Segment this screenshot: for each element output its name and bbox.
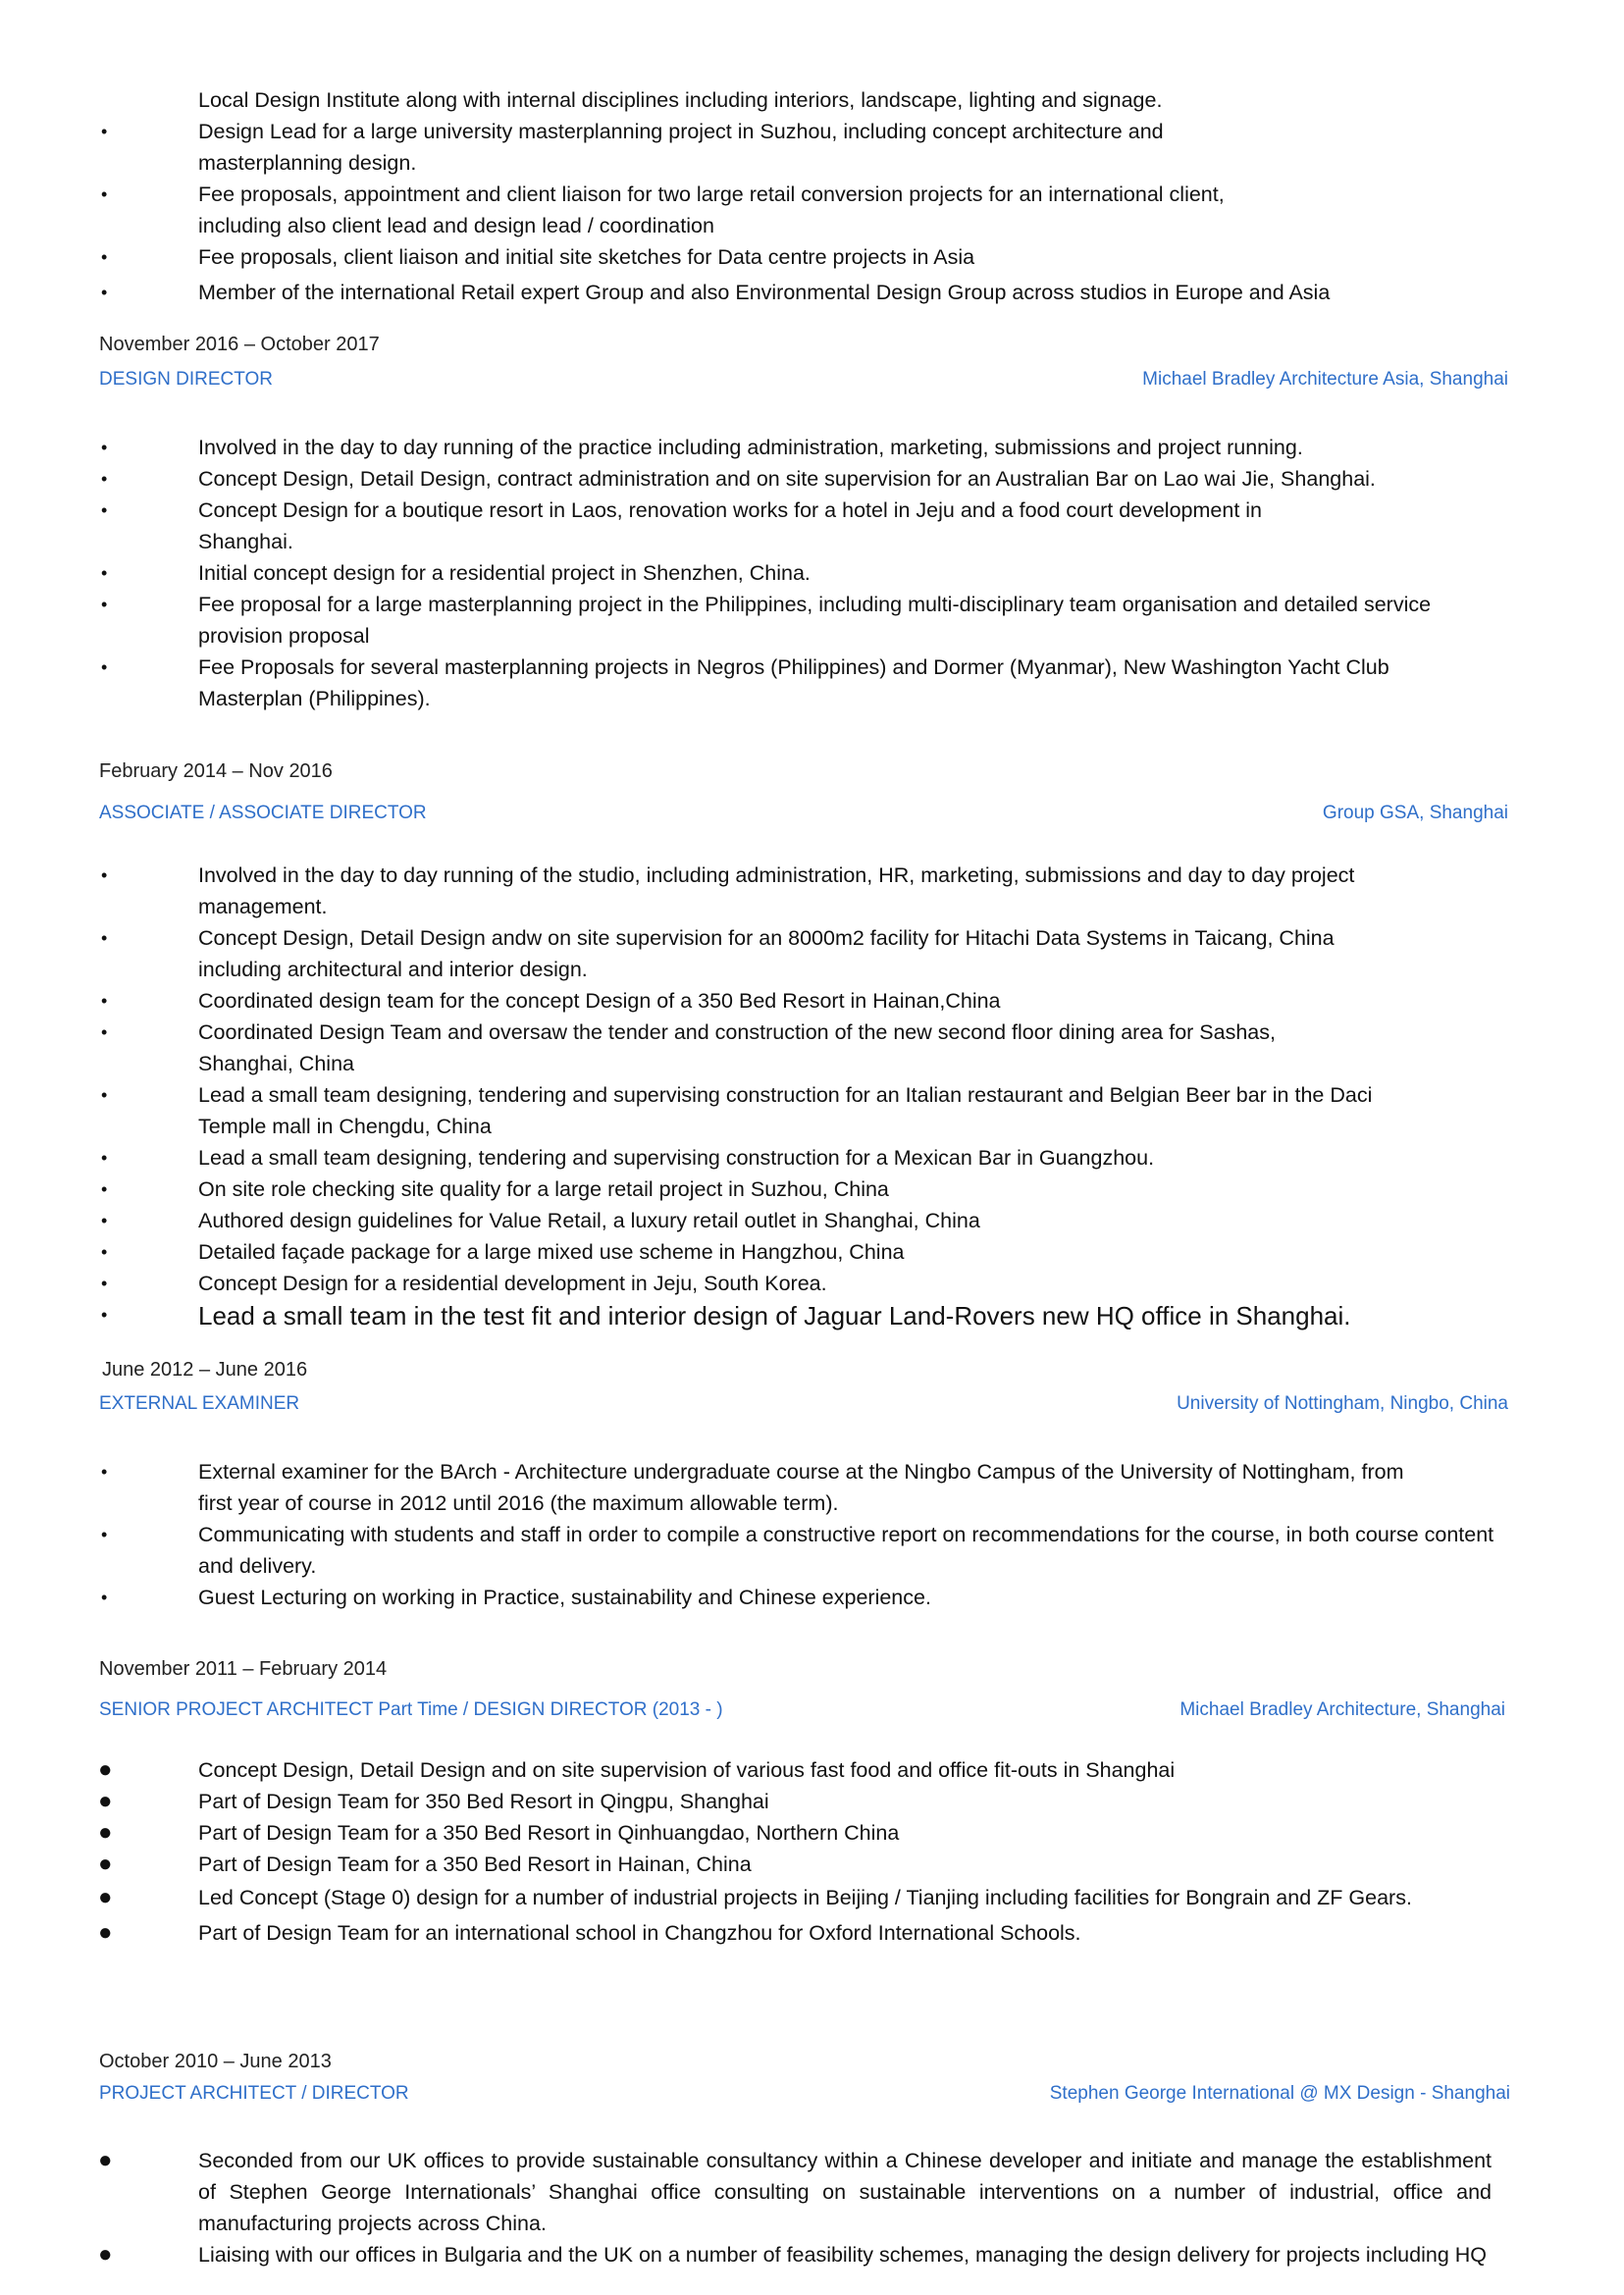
job-dates: November 2011 – February 2014: [99, 1658, 388, 1680]
bullet-text: Concept Design for a residential development in Jeju, South Korea.: [198, 1272, 827, 1295]
bullet-icon: •: [101, 1274, 108, 1293]
bullet-text: Coordinated Design Team and oversaw the tender and construction of the new second floor dining area for Sashas, Shanghai, China: [198, 1020, 1276, 1075]
bullet-text: Part of Design Team for a 350 Bed Resort in Qinhuangdao, Northern China: [198, 1821, 900, 1845]
list-item: [0, 1882, 1511, 1913]
bullet-text: Seconded from our UK offices to provide sustainable consultancy within a Chinese developer and initiate and manage the establishment of Stephen George Internationals’ Shanghai office consulting on sustainable interventions on a number of industrial, office and manufacturing projects across China.: [198, 2149, 1492, 2235]
list-item: [0, 985, 1511, 1017]
list-item: [0, 2239, 1533, 2270]
bullet-icon: •: [101, 657, 108, 677]
bullet-icon: •: [101, 595, 108, 614]
list-item: [0, 463, 1511, 495]
bullet-text: Part of Design Team for a 350 Bed Resort in Hainan, China: [198, 1852, 752, 1876]
list-item: [0, 241, 1511, 273]
bullet-icon: •: [101, 1462, 108, 1482]
bullet-icon: •: [101, 1148, 108, 1168]
bullet-icon: •: [101, 438, 108, 457]
bullet-icon: •: [101, 1305, 108, 1325]
list-item: [0, 1582, 1511, 1613]
list-item: [0, 1205, 1511, 1236]
list-item: [0, 1268, 1511, 1299]
bullet-icon: •: [101, 1179, 108, 1199]
list-item: [0, 84, 1511, 116]
job-company: Group GSA, Shanghai: [1322, 803, 1508, 823]
list-item: [0, 1174, 1511, 1205]
list-item: [0, 922, 1395, 985]
job-title: SENIOR PROJECT ARCHITECT Part Time / DESIGN DIRECTOR (2013 - ): [99, 1699, 723, 1720]
job-dates: October 2010 – June 2013: [99, 2051, 332, 2072]
bullet-text: Led Concept (Stage 0) design for a number of industrial projects in Beijing / Tianjing including facilities for Bongrain and ZF Gears.: [198, 1886, 1412, 1909]
job-title: ASSOCIATE / ASSOCIATE DIRECTOR: [99, 803, 427, 823]
job-company: University of Nottingham, Ningbo, China: [1177, 1393, 1508, 1414]
bullet-icon: •: [101, 247, 108, 267]
bullet-icon: •: [101, 184, 108, 204]
job-company: Stephen George International @ MX Design - Shanghai: [1049, 2083, 1510, 2104]
bullet-icon: •: [101, 1085, 108, 1105]
bullet-icon: •: [101, 500, 108, 520]
list-item: [0, 179, 1307, 241]
list-item: [0, 1519, 1511, 1582]
bullet-text: On site role checking site quality for a large retail project in Suzhou, China: [198, 1177, 889, 1201]
list-item: [0, 652, 1425, 714]
bullet-text: Lead a small team designing, tendering and supervising construction for an Italian restaurant and Belgian Beer bar in the Daci Temple mall in Chengdu, China: [198, 1083, 1373, 1138]
bullet-text: Coordinated design team for the concept Design of a 350 Bed Resort in Hainan,China: [198, 989, 1001, 1013]
list-item: [0, 1142, 1511, 1174]
list-item: [0, 589, 1511, 652]
list-item: [0, 1786, 1511, 1817]
bullet-icon: ●: [98, 1819, 113, 1846]
list-item: [0, 557, 1511, 589]
bullet-icon: ●: [98, 2147, 113, 2173]
bullet-text: Fee proposal for a large masterplanning project in the Philippines, including multi-disciplinary team organisation and detailed service provision proposal: [198, 593, 1432, 648]
bullet-text: Concept Design, Detail Design and on site supervision of various fast food and office fit-outs in Shanghai: [198, 1758, 1176, 1782]
bullet-icon: •: [101, 1211, 108, 1230]
list-item: [0, 1754, 1511, 1786]
bullet-text: Initial concept design for a residential project in Shenzhen, China.: [198, 561, 811, 585]
list-item: [0, 1917, 1511, 1949]
list-item: [0, 1849, 1511, 1880]
bullet-text: Involved in the day to day running of the studio, including administration, HR, marketing, submissions and day to day project management.: [198, 863, 1355, 918]
bullet-text: Involved in the day to day running of the practice including administration, marketing, submissions and project running.: [198, 436, 1303, 459]
bullet-text: Liaising with our offices in Bulgaria and the UK on a number of feasibility schemes, managing the design delivery for projects including HQ: [198, 2243, 1488, 2267]
bullet-icon: •: [101, 1242, 108, 1262]
job-dates: February 2014 – Nov 2016: [99, 760, 333, 782]
bullet-text: Detailed façade package for a large mixed use scheme in Hangzhou, China: [198, 1240, 905, 1264]
bullet-text: Part of Design Team for an international school in Changzhou for Oxford International Schools.: [198, 1921, 1081, 1945]
bullet-icon: •: [101, 469, 108, 489]
job-title: EXTERNAL EXAMINER: [99, 1393, 300, 1414]
bullet-icon: ●: [98, 2241, 113, 2268]
bullet-text: Design Lead for a large university masterplanning project in Suzhou, including concept architecture and masterplanning design.: [198, 120, 1164, 175]
list-item: [0, 1456, 1415, 1519]
job-bullet-list: [0, 1754, 1624, 1949]
bullet-icon: •: [101, 928, 108, 948]
list-item: [0, 1817, 1511, 1849]
bullet-icon: •: [101, 1022, 108, 1042]
bullet-text: External examiner for the BArch - Architecture undergraduate course at the Ningbo Campus of the University of Nottingham, from first year of course in 2012 until 2016 (the maximum allowable term).: [198, 1460, 1404, 1515]
job-bullet-list: [0, 2145, 1624, 2270]
bullet-text: Local Design Institute along with internal disciplines including interiors, landscape, lighting and signage.: [198, 88, 1163, 112]
bullet-text: Concept Design for a boutique resort in Laos, renovation works for a hotel in Jeju and a food court development in Shanghai.: [198, 498, 1263, 553]
list-item: [0, 495, 1317, 557]
bullet-icon: ●: [98, 1851, 113, 1877]
bullet-icon: •: [101, 1588, 108, 1607]
bullet-text: Fee proposals, client liaison and initial site sketches for Data centre projects in Asia: [198, 245, 975, 269]
bullet-icon: ●: [98, 1788, 113, 1814]
job-bullet-list: [0, 1456, 1624, 1613]
bullet-icon: ●: [98, 1756, 113, 1783]
bullet-icon: •: [101, 991, 108, 1011]
list-item: [0, 1079, 1425, 1142]
bullet-text: Fee Proposals for several masterplanning projects in Negros (Philippines) and Dormer (Myanmar), New Washington Yacht Club Masterplan (Philippines).: [198, 655, 1389, 710]
bullet-icon: •: [101, 283, 108, 302]
bullet-icon: •: [101, 563, 108, 583]
job-dates: June 2012 – June 2016: [102, 1359, 308, 1381]
intro-bullet-list: [0, 84, 1624, 308]
list-item: [0, 277, 1511, 308]
list-item: [0, 1299, 1511, 1332]
job-company: Michael Bradley Architecture, Shanghai: [1179, 1699, 1505, 1720]
bullet-text: Part of Design Team for 350 Bed Resort in Qingpu, Shanghai: [198, 1790, 769, 1813]
job-dates: November 2016 – October 2017: [99, 334, 380, 355]
bullet-text: Lead a small team in the test fit and interior design of Jaguar Land-Rovers new HQ office in Shanghai.: [198, 1301, 1351, 1330]
job-bullet-list: [0, 860, 1624, 1332]
bullet-text: Fee proposals, appointment and client liaison for two large retail conversion projects for an international client, including also client lead and design lead / coordination: [198, 183, 1225, 237]
list-item: [0, 1017, 1327, 1079]
list-item: [0, 860, 1425, 922]
job-bullet-list: [0, 432, 1624, 714]
bullet-icon: ●: [98, 1884, 113, 1910]
job-company: Michael Bradley Architecture Asia, Shanghai: [1142, 369, 1508, 390]
list-item: [0, 2145, 1492, 2239]
list-item: [0, 1236, 1511, 1268]
bullet-icon: ●: [98, 1919, 113, 1946]
bullet-icon: •: [101, 122, 108, 141]
bullet-text: Authored design guidelines for Value Retail, a luxury retail outlet in Shanghai, China: [198, 1209, 980, 1232]
bullet-icon: •: [101, 865, 108, 885]
job-title: DESIGN DIRECTOR: [99, 369, 274, 390]
bullet-text: Member of the international Retail expert Group and also Environmental Design Group across studios in Europe and Asia: [198, 281, 1331, 304]
bullet-icon: •: [101, 1525, 108, 1544]
job-title: PROJECT ARCHITECT / DIRECTOR: [99, 2083, 409, 2104]
list-item: [0, 116, 1209, 179]
bullet-text: Communicating with students and staff in order to compile a constructive report on recommendations for the course, in both course content and delivery.: [198, 1523, 1494, 1578]
list-item: [0, 432, 1511, 463]
bullet-text: Lead a small team designing, tendering and supervising construction for a Mexican Bar in Guangzhou.: [198, 1146, 1155, 1170]
bullet-text: Guest Lecturing on working in Practice, sustainability and Chinese experience.: [198, 1586, 931, 1609]
bullet-text: Concept Design, Detail Design, contract administration and on site supervision for an Australian Bar on Lao wai Jie, Shanghai.: [198, 467, 1376, 491]
bullet-text: Concept Design, Detail Design andw on site supervision for an 8000m2 facility for Hitachi Data Systems in Taicang, China including architectural and interior design.: [198, 926, 1335, 981]
